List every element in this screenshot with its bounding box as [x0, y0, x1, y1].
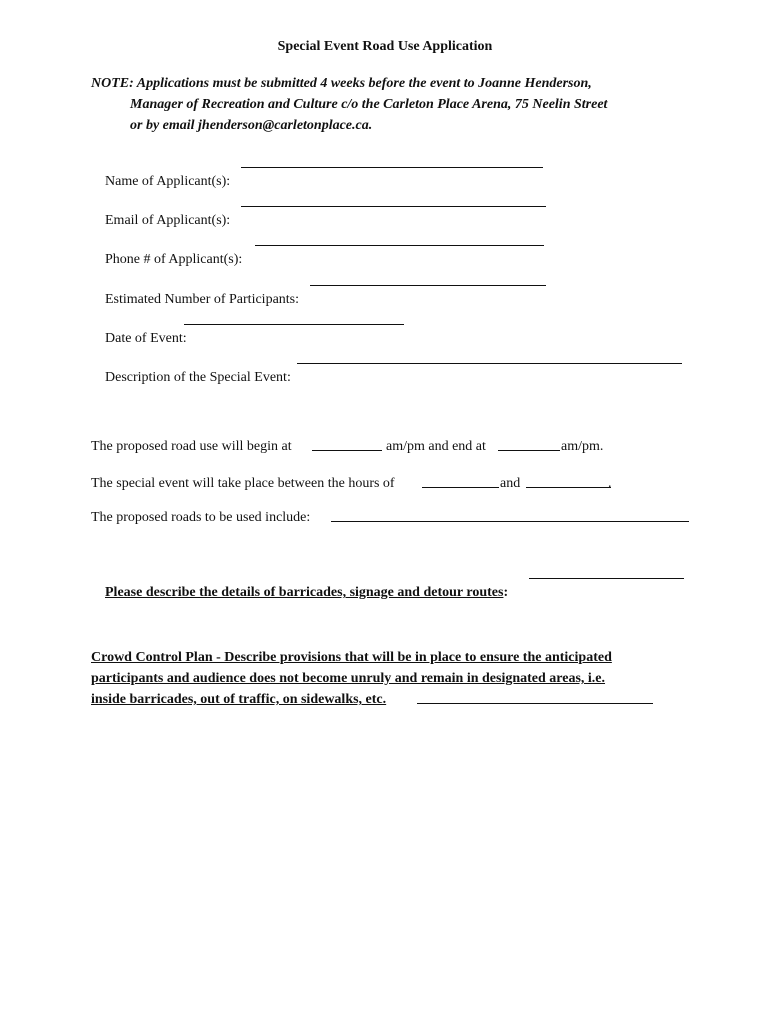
applicant-phone-field[interactable]: [255, 232, 544, 246]
road-use-begin-field[interactable]: [312, 437, 382, 451]
page-title: Special Event Road Use Application: [277, 39, 493, 54]
event-date-label: Date of Event:: [105, 331, 187, 346]
event-hours-end-field[interactable]: [526, 474, 611, 488]
applicant-name-field[interactable]: [241, 154, 543, 168]
participants-field[interactable]: [310, 272, 546, 286]
barricades-field[interactable]: [529, 565, 684, 579]
barricades-colon: :: [503, 585, 509, 600]
description-row: [91, 351, 291, 405]
road-use-end-label: am/pm and end at: [386, 439, 486, 454]
roads-used-field[interactable]: [331, 508, 689, 522]
crowd-control-line-1: Crowd Control Plan - Describe provisions that will be in place to ensure the anticipated: [91, 650, 612, 665]
event-hours-start-field[interactable]: [422, 474, 499, 488]
note-line-1: NOTE: Applications must be submitted 4 weeks before the event to Joanne Henderson,: [91, 76, 592, 91]
event-hours-period: .: [608, 476, 612, 491]
event-date-field[interactable]: [184, 311, 404, 325]
note-line-2: Manager of Recreation and Culture c/o the Carleton Place Arena, 75 Neelin Street: [130, 97, 608, 112]
note-line-3: or by email jhenderson@carletonplace.ca.: [130, 118, 373, 133]
applicant-phone-label: Phone # of Applicant(s):: [105, 252, 243, 267]
roads-used-label: The proposed roads to be used include:: [91, 510, 311, 525]
road-use-begin-label: The proposed road use will begin at: [91, 439, 292, 454]
description-field[interactable]: [297, 350, 682, 364]
participants-label: Estimated Number of Participants:: [105, 292, 300, 307]
road-use-ampm-label: am/pm.: [561, 439, 604, 454]
crowd-control-field[interactable]: [417, 690, 653, 704]
event-hours-label: The special event will take place between the hours of: [91, 476, 395, 491]
barricades-row: [91, 566, 508, 620]
applicant-email-field[interactable]: [241, 193, 546, 207]
crowd-control-line-2: participants and audience does not become unruly and remain in designated areas, i.e.: [91, 671, 606, 686]
crowd-control-line-3: inside barricades, out of traffic, on sidewalks, etc.: [91, 692, 387, 707]
barricades-label: Please describe the details of barricades, signage and detour routes: [105, 585, 504, 600]
road-use-end-field[interactable]: [498, 437, 560, 451]
description-label: Description of the Special Event:: [105, 370, 291, 385]
applicant-email-label: Email of Applicant(s):: [105, 213, 231, 228]
applicant-name-label: Name of Applicant(s):: [105, 174, 231, 189]
event-hours-and: and: [500, 476, 521, 491]
